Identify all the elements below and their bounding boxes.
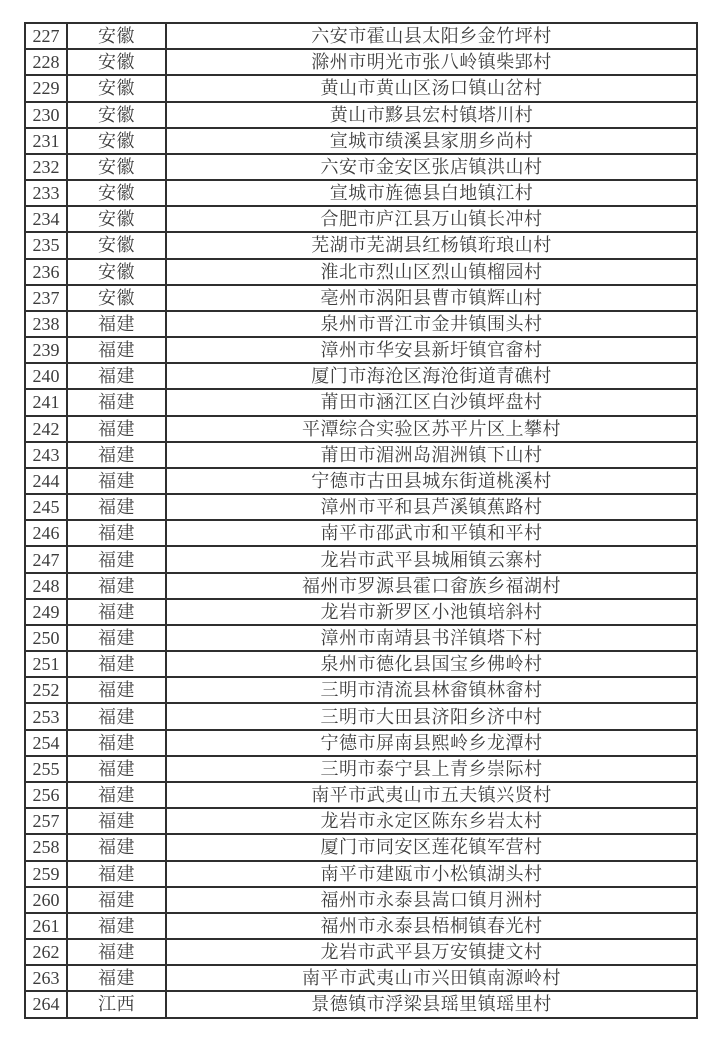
province-cell: 安徽 [67, 206, 166, 232]
serial-number-cell: 263 [25, 965, 67, 991]
village-name-cell: 漳州市华安县新圩镇官畲村 [166, 337, 697, 363]
table-row [25, 808, 697, 834]
table-row [25, 599, 697, 625]
serial-number-cell: 228 [25, 49, 67, 75]
serial-number-cell: 240 [25, 363, 67, 389]
province-cell: 福建 [67, 442, 166, 468]
table-row [25, 756, 697, 782]
serial-number-cell: 259 [25, 861, 67, 887]
province-cell: 福建 [67, 677, 166, 703]
village-name-cell: 厦门市同安区莲花镇军营村 [166, 834, 697, 860]
serial-number-cell: 249 [25, 599, 67, 625]
serial-number-cell: 241 [25, 389, 67, 415]
province-cell: 安徽 [67, 49, 166, 75]
province-cell: 安徽 [67, 232, 166, 258]
serial-number-cell: 252 [25, 677, 67, 703]
serial-number-cell: 262 [25, 939, 67, 965]
table-row [25, 939, 697, 965]
province-cell: 福建 [67, 756, 166, 782]
province-cell: 福建 [67, 965, 166, 991]
village-name-cell: 平潭综合实验区苏平片区上攀村 [166, 416, 697, 442]
table-row [25, 861, 697, 887]
table-row [25, 337, 697, 363]
village-name-cell: 龙岩市新罗区小池镇培斜村 [166, 599, 697, 625]
table-row [25, 180, 697, 206]
village-name-cell: 龙岩市武平县城厢镇云寨村 [166, 546, 697, 572]
serial-number-cell: 229 [25, 75, 67, 101]
province-cell: 福建 [67, 651, 166, 677]
province-cell: 安徽 [67, 285, 166, 311]
table-row [25, 887, 697, 913]
village-name-cell: 芜湖市芜湖县红杨镇珩琅山村 [166, 232, 697, 258]
table-row [25, 991, 697, 1017]
village-name-cell: 宣城市旌德县白地镇江村 [166, 180, 697, 206]
table-row [25, 363, 697, 389]
serial-number-cell: 250 [25, 625, 67, 651]
province-cell: 福建 [67, 834, 166, 860]
serial-number-cell: 234 [25, 206, 67, 232]
table-row [25, 703, 697, 729]
province-cell: 福建 [67, 573, 166, 599]
province-cell: 福建 [67, 520, 166, 546]
table-row [25, 677, 697, 703]
province-cell: 福建 [67, 703, 166, 729]
table-row [25, 23, 697, 49]
village-name-cell: 南平市建瓯市小松镇湖头村 [166, 861, 697, 887]
village-name-cell: 景德镇市浮梁县瑶里镇瑶里村 [166, 991, 697, 1017]
serial-number-cell: 255 [25, 756, 67, 782]
village-name-cell: 黄山市黟县宏村镇塔川村 [166, 102, 697, 128]
village-name-cell: 福州市永泰县梧桐镇春光村 [166, 913, 697, 939]
table-row [25, 75, 697, 101]
serial-number-cell: 239 [25, 337, 67, 363]
serial-number-cell: 238 [25, 311, 67, 337]
serial-number-cell: 237 [25, 285, 67, 311]
serial-number-cell: 253 [25, 703, 67, 729]
table-row [25, 520, 697, 546]
table-row [25, 285, 697, 311]
table-row [25, 834, 697, 860]
province-cell: 福建 [67, 887, 166, 913]
serial-number-cell: 235 [25, 232, 67, 258]
province-cell: 安徽 [67, 102, 166, 128]
village-name-cell: 厦门市海沧区海沧街道青礁村 [166, 363, 697, 389]
village-name-cell: 南平市武夷山市五夫镇兴贤村 [166, 782, 697, 808]
province-cell: 福建 [67, 416, 166, 442]
village-name-cell: 宣城市绩溪县家朋乡尚村 [166, 128, 697, 154]
serial-number-cell: 236 [25, 259, 67, 285]
village-name-cell: 泉州市晋江市金井镇围头村 [166, 311, 697, 337]
village-table [24, 22, 698, 1019]
table-row [25, 311, 697, 337]
village-name-cell: 三明市大田县济阳乡济中村 [166, 703, 697, 729]
table-row [25, 259, 697, 285]
serial-number-cell: 261 [25, 913, 67, 939]
province-cell: 福建 [67, 546, 166, 572]
province-cell: 福建 [67, 861, 166, 887]
table-row [25, 573, 697, 599]
province-cell: 安徽 [67, 259, 166, 285]
province-cell: 安徽 [67, 23, 166, 49]
village-name-cell: 亳州市涡阳县曹市镇辉山村 [166, 285, 697, 311]
province-cell: 福建 [67, 311, 166, 337]
village-name-cell: 莆田市涵江区白沙镇坪盘村 [166, 389, 697, 415]
province-cell: 福建 [67, 494, 166, 520]
village-name-cell: 六安市霍山县太阳乡金竹坪村 [166, 23, 697, 49]
table-row [25, 546, 697, 572]
province-cell: 福建 [67, 913, 166, 939]
serial-number-cell: 258 [25, 834, 67, 860]
province-cell: 安徽 [67, 180, 166, 206]
province-cell: 福建 [67, 625, 166, 651]
serial-number-cell: 251 [25, 651, 67, 677]
serial-number-cell: 245 [25, 494, 67, 520]
village-name-cell: 滁州市明光市张八岭镇柴郢村 [166, 49, 697, 75]
village-name-cell: 三明市泰宁县上青乡崇际村 [166, 756, 697, 782]
table-row [25, 494, 697, 520]
table-row [25, 154, 697, 180]
table-row [25, 468, 697, 494]
table-row [25, 232, 697, 258]
table-row [25, 782, 697, 808]
village-name-cell: 黄山市黄山区汤口镇山岔村 [166, 75, 697, 101]
village-table-body [25, 23, 697, 1018]
village-name-cell: 漳州市南靖县书洋镇塔下村 [166, 625, 697, 651]
province-cell: 福建 [67, 363, 166, 389]
province-cell: 福建 [67, 337, 166, 363]
province-cell: 福建 [67, 808, 166, 834]
village-name-cell: 漳州市平和县芦溪镇蕉路村 [166, 494, 697, 520]
village-name-cell: 泉州市德化县国宝乡佛岭村 [166, 651, 697, 677]
table-row [25, 416, 697, 442]
serial-number-cell: 254 [25, 730, 67, 756]
province-cell: 福建 [67, 389, 166, 415]
province-cell: 福建 [67, 939, 166, 965]
province-cell: 福建 [67, 468, 166, 494]
table-row [25, 102, 697, 128]
serial-number-cell: 232 [25, 154, 67, 180]
table-row [25, 389, 697, 415]
serial-number-cell: 247 [25, 546, 67, 572]
serial-number-cell: 233 [25, 180, 67, 206]
serial-number-cell: 260 [25, 887, 67, 913]
village-name-cell: 六安市金安区张店镇洪山村 [166, 154, 697, 180]
table-row [25, 730, 697, 756]
table-row [25, 625, 697, 651]
province-cell: 福建 [67, 599, 166, 625]
province-cell: 安徽 [67, 75, 166, 101]
serial-number-cell: 244 [25, 468, 67, 494]
village-name-cell: 淮北市烈山区烈山镇榴园村 [166, 259, 697, 285]
serial-number-cell: 230 [25, 102, 67, 128]
serial-number-cell: 246 [25, 520, 67, 546]
serial-number-cell: 243 [25, 442, 67, 468]
village-name-cell: 宁德市屏南县熙岭乡龙潭村 [166, 730, 697, 756]
village-name-cell: 南平市武夷山市兴田镇南源岭村 [166, 965, 697, 991]
province-cell: 江西 [67, 991, 166, 1017]
table-row [25, 442, 697, 468]
province-cell: 安徽 [67, 154, 166, 180]
village-name-cell: 合肥市庐江县万山镇长冲村 [166, 206, 697, 232]
table-row [25, 651, 697, 677]
village-name-cell: 三明市清流县林畲镇林畲村 [166, 677, 697, 703]
serial-number-cell: 264 [25, 991, 67, 1017]
village-name-cell: 宁德市古田县城东街道桃溪村 [166, 468, 697, 494]
province-cell: 福建 [67, 730, 166, 756]
province-cell: 安徽 [67, 128, 166, 154]
serial-number-cell: 227 [25, 23, 67, 49]
village-name-cell: 福州市永泰县嵩口镇月洲村 [166, 887, 697, 913]
serial-number-cell: 231 [25, 128, 67, 154]
village-name-cell: 龙岩市武平县万安镇捷文村 [166, 939, 697, 965]
village-name-cell: 福州市罗源县霍口畲族乡福湖村 [166, 573, 697, 599]
serial-number-cell: 257 [25, 808, 67, 834]
table-row [25, 913, 697, 939]
village-name-cell: 南平市邵武市和平镇和平村 [166, 520, 697, 546]
table-row [25, 206, 697, 232]
table-row [25, 965, 697, 991]
village-name-cell: 莆田市湄洲岛湄洲镇下山村 [166, 442, 697, 468]
serial-number-cell: 242 [25, 416, 67, 442]
table-row [25, 128, 697, 154]
table-row [25, 49, 697, 75]
serial-number-cell: 248 [25, 573, 67, 599]
province-cell: 福建 [67, 782, 166, 808]
village-name-cell: 龙岩市永定区陈东乡岩太村 [166, 808, 697, 834]
serial-number-cell: 256 [25, 782, 67, 808]
